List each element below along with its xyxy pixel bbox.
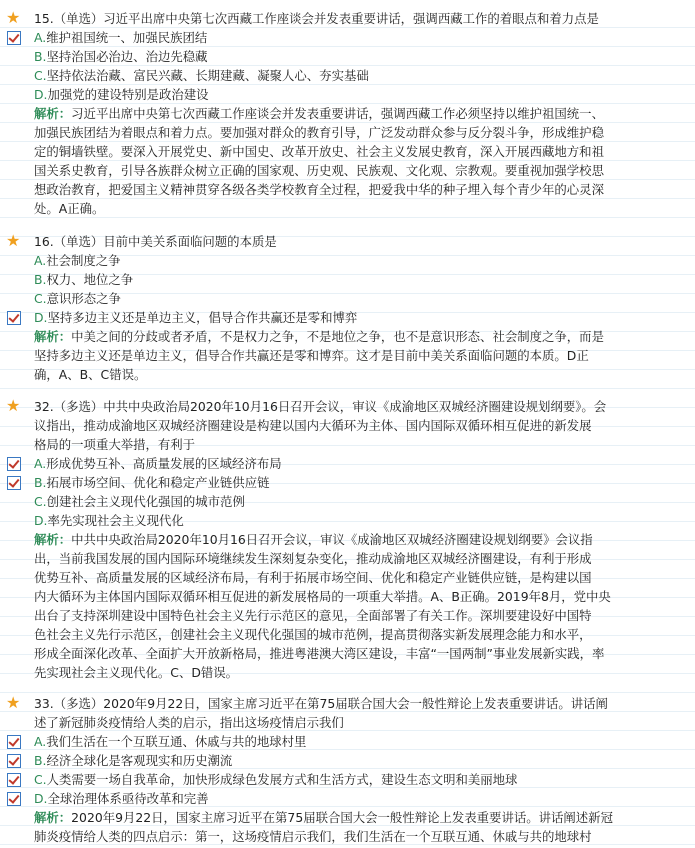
option-b[interactable]: B.拓展市场空间、优化和稳定产业链供应链 bbox=[0, 473, 695, 492]
analysis-line: 解析：2020年9月22日，国家主席习近平在第75届联合国大会一般性辩论上发表重要讲话。讲话阐述新冠 bbox=[34, 810, 613, 825]
analysis-line: 优势互补、高质量发展的区域经济布局，有利于拓展市场空间、优化和稳定产业链供应链，是构建以国 bbox=[34, 570, 592, 585]
option-a[interactable]: A.维护祖国统一、加强民族团结 bbox=[0, 28, 695, 47]
checkbox-checked-icon[interactable] bbox=[7, 735, 21, 749]
option-b[interactable]: B.经济全球化是客观现实和历史潮流 bbox=[0, 751, 695, 770]
question-stem: ★ 33.（多选）2020年9月22日，国家主席习近平在第75届联合国大会一般性辩论上发表重要讲话。讲话阐 bbox=[6, 693, 608, 712]
star-icon[interactable]: ★ bbox=[6, 693, 21, 712]
question-stem: ★ 32.（多选）中共中央政治局2020年10月16日召开会议，审议《成渝地区双城经济圈建设规划纲要》。会 bbox=[6, 396, 607, 415]
checkbox-checked-icon[interactable] bbox=[7, 773, 21, 787]
option-a[interactable]: A.形成优势互补、高质量发展的区域经济布局 bbox=[0, 454, 695, 473]
question-32 bbox=[0, 397, 695, 682]
question-stem: 格局的一项重大举措，有利于 bbox=[34, 437, 196, 452]
analysis-line: 内大循环为主体国内国际双循环相互促进的新发展格局的一项重大举措。A、B正确。2019年8月，党中央 bbox=[34, 589, 611, 604]
checkbox-checked-icon[interactable] bbox=[7, 754, 21, 768]
analysis-line: 想政治教育，把爱国主义精神贯穿各级各类学校教育全过程，把爱我中华的种子埋入每个青少年的心灵深 bbox=[34, 182, 604, 197]
analysis-line: 国关系史教育，引导各族群众树立正确的国家观、历史观、民族观、文化观、宗教观。要重视加强学校思 bbox=[34, 163, 604, 178]
analysis-line: 加强民族团结为着眼点和着力点。要加强对群众的教育引导，广泛发动群众参与反分裂斗争，形成维护稳 bbox=[34, 125, 604, 140]
option-a[interactable]: A.社会制度之争 bbox=[34, 253, 121, 268]
analysis-line: 肺炎疫情给人类的四点启示：第一，这场疫情启示我们，我们生活在一个互联互通、休戚与共的地球村 bbox=[34, 829, 592, 844]
question-16 bbox=[0, 232, 695, 384]
option-d[interactable]: D.加强党的建设特别是政治建设 bbox=[34, 87, 209, 102]
option-a[interactable]: A.我们生活在一个互联互通、休戚与共的地球村里 bbox=[0, 732, 695, 751]
analysis-line: 定的铜墙铁壁。要深入开展党史、新中国史、改革开放史、社会主义发展史教育，深入开展西藏地方和祖 bbox=[34, 144, 604, 159]
option-d[interactable]: D.率先实现社会主义现代化 bbox=[34, 513, 184, 528]
question-33 bbox=[0, 694, 695, 846]
question-stem: 述了新冠肺炎疫情给人类的启示，指出这场疫情启示我们 bbox=[34, 715, 344, 730]
option-b[interactable]: B.权力、地位之争 bbox=[34, 272, 134, 287]
checkbox-checked-icon[interactable] bbox=[7, 31, 21, 45]
analysis-line: 先实现社会主义现代化。C、D错误。 bbox=[34, 665, 239, 680]
option-d[interactable]: D.坚持多边主义还是单边主义，倡导合作共赢还是零和博弈 bbox=[0, 308, 695, 327]
analysis-line: 坚持多边主义还是单边主义，倡导合作共赢还是零和博弈。这才是目前中美关系面临问题的本质。D正 bbox=[34, 348, 589, 363]
question-15 bbox=[0, 9, 695, 218]
analysis-line: 解析：中共中央政治局2020年10月16日召开会议，审议《成渝地区双城经济圈建设规划纲要》会议指 bbox=[34, 532, 593, 547]
question-stem: 议指出，推动成渝地区双城经济圈建设是构建以国内大循环为主体、国内国际双循环相互促进的新发展 bbox=[34, 418, 592, 433]
checkbox-checked-icon[interactable] bbox=[7, 792, 21, 806]
analysis-line: 解析：中美之间的分歧或者矛盾，不是权力之争，不是地位之争，也不是意识形态、社会制度之争，而是 bbox=[34, 329, 604, 344]
analysis-line: 出台了支持深圳建设中国特色社会主义先行示范区的意见，全面部署了有关工作。深圳要建设好中国特 bbox=[34, 608, 592, 623]
checkbox-checked-icon[interactable] bbox=[7, 457, 21, 471]
option-c[interactable]: C.创建社会主义现代化强国的城市范例 bbox=[34, 494, 245, 509]
option-d[interactable]: D.全球治理体系亟待改革和完善 bbox=[0, 789, 695, 808]
analysis-line: 确，A、B、C错误。 bbox=[34, 367, 147, 382]
question-stem: ★ 15.（单选）习近平出席中央第七次西藏工作座谈会并发表重要讲话，强调西藏工作的着眼点和着力点是 bbox=[6, 8, 599, 27]
star-icon[interactable]: ★ bbox=[6, 8, 21, 27]
checkbox-checked-icon[interactable] bbox=[7, 311, 21, 325]
analysis-line: 处。A正确。 bbox=[34, 201, 105, 216]
analysis-line: 出，当前我国发展的国内国际环境继续发生深刻复杂变化，推动成渝地区双城经济圈建设，有利于形成 bbox=[34, 551, 592, 566]
analysis-line: 解析：习近平出席中央第七次西藏工作座谈会并发表重要讲话，强调西藏工作必须坚持以维护祖国统一、 bbox=[34, 106, 604, 121]
option-c[interactable]: C.坚持依法治藏、富民兴藏、长期建藏、凝聚人心、夯实基础 bbox=[34, 68, 369, 83]
option-c[interactable]: C.人类需要一场自我革命，加快形成绿色发展方式和生活方式，建设生态文明和美丽地球 bbox=[0, 770, 695, 789]
star-icon[interactable]: ★ bbox=[6, 396, 21, 415]
analysis-line: 色社会主义先行示范区，创建社会主义现代化强国的城市范例，提高贯彻落实新发展理念能力和水平， bbox=[34, 627, 592, 642]
option-b[interactable]: B.坚持治国必治边、治边先稳藏 bbox=[34, 49, 208, 64]
analysis-line: 形成全面深化改革、全面扩大开放新格局，推进粤港澳大湾区建设，丰富“一国两制”事业发展新实践，率 bbox=[34, 646, 605, 661]
star-icon[interactable]: ★ bbox=[6, 231, 21, 250]
option-c[interactable]: C.意识形态之争 bbox=[34, 291, 121, 306]
checkbox-checked-icon[interactable] bbox=[7, 476, 21, 490]
question-stem: ★ 16.（单选）目前中美关系面临问题的本质是 bbox=[6, 231, 277, 250]
